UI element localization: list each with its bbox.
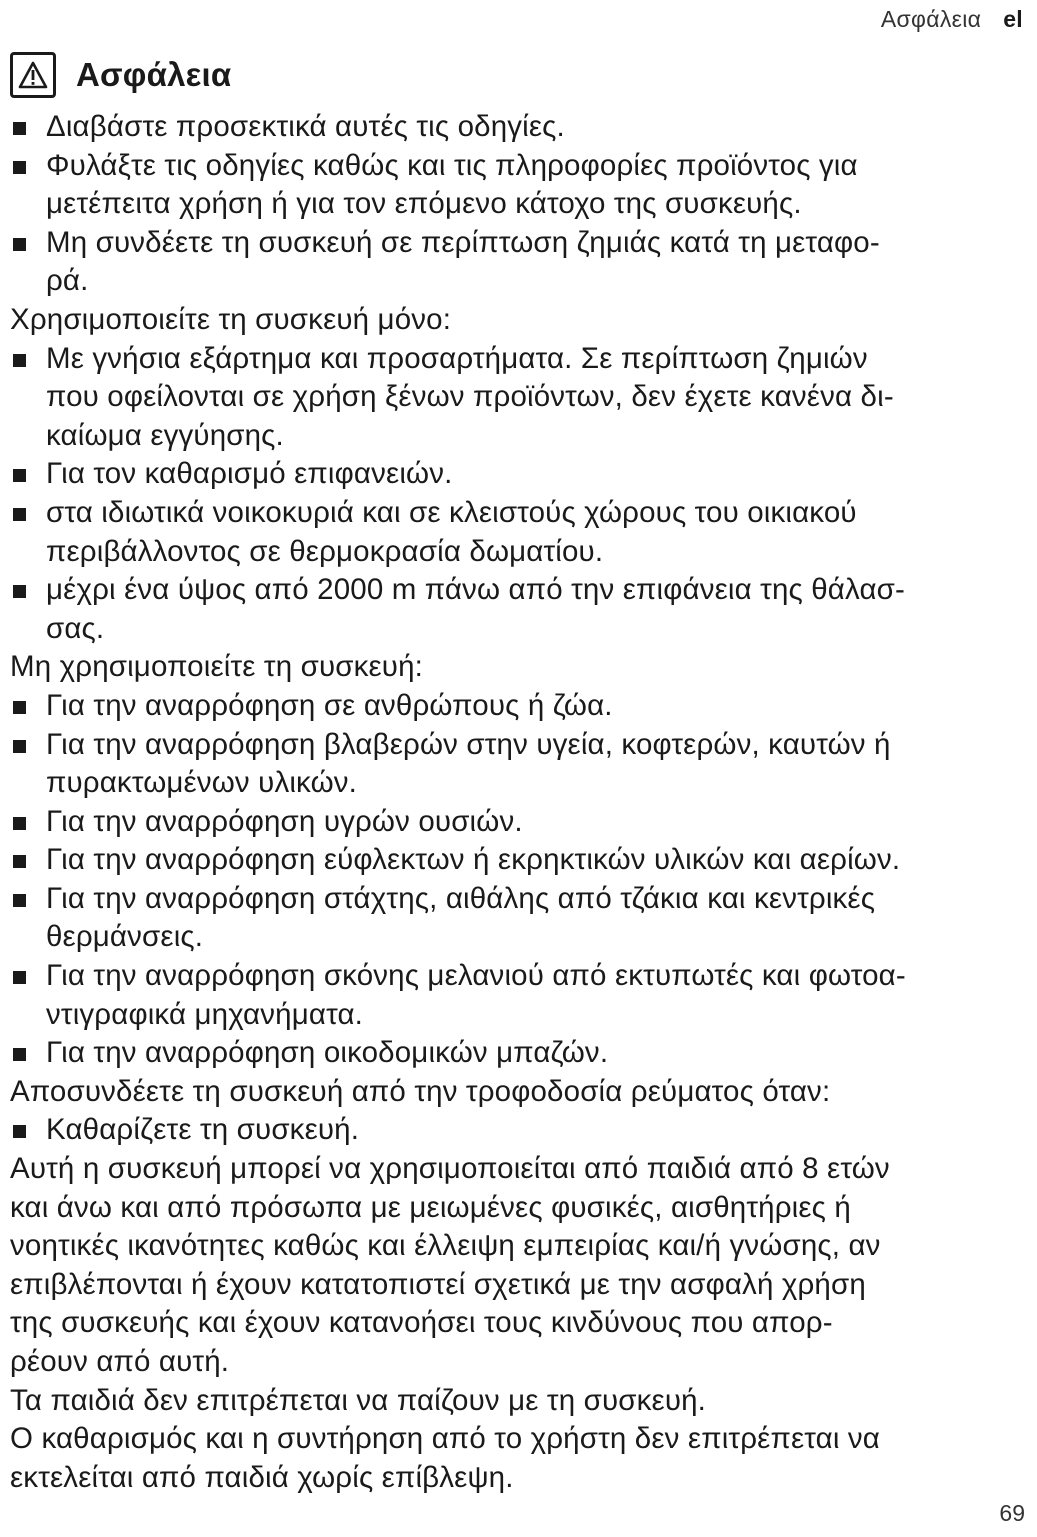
bullet-text: Για την αναρρόφηση στάχτης, αιθάλης από τζάκια και κεντρικές: [46, 881, 876, 915]
bullet-item: [10, 147, 1032, 186]
paragraph-line: Αυτή η συσκευή μπορεί να χρησιμοποιείται από παιδιά από 8 ετών: [10, 1152, 890, 1186]
bullet-text: Για την αναρρόφηση εύφλεκτων ή εκρηκτικών υλικών και αερίων.: [46, 843, 901, 877]
paragraph-line: και άνω και από πρόσωπα με μειωμένες φυσικές, αισθητήριες ή: [10, 1190, 851, 1224]
paragraph-line: νοητικές ικανότητες καθώς και έλλειψη εμπειρίας και/ή γνώσης, αν: [10, 1229, 881, 1263]
running-header: [881, 6, 1023, 33]
header-section-title: Ασφάλεια: [880, 6, 982, 32]
bullet-continuation: μετέπειτα χρήση ή για τον επόμενο κάτοχο της συσκευής.: [46, 187, 802, 221]
bullet-text: Για την αναρρόφηση οικοδομικών μπαζών.: [46, 1036, 609, 1070]
bullet-item: [10, 880, 1032, 919]
bullet-item: [10, 494, 1032, 533]
bullet-text: Με γνήσια εξάρτημα και προσαρτήματα. Σε περίπτωση ζημιών: [46, 341, 868, 375]
bullet-square-icon: [10, 957, 46, 996]
page-number: 69: [999, 1500, 1025, 1526]
bullet-item: [10, 455, 1032, 494]
bullet-continuation: που οφείλονται σε χρήση ξένων προϊόντων, δεν έχετε κανένα δι-: [46, 380, 894, 414]
bullet-square-icon: [10, 494, 46, 533]
bullet-square-icon: [10, 1034, 46, 1073]
bullet-text: Μη συνδέετε τη συσκευή σε περίπτωση ζημιάς κατά τη μεταφο-: [46, 225, 880, 259]
bullet-square-icon: [10, 571, 46, 610]
bullet-item: [10, 1034, 1032, 1073]
bullet-item: [10, 841, 1032, 880]
bullet-text: στα ιδιωτικά νοικοκυριά και σε κλειστούς χώρους του οικιακού: [46, 495, 857, 529]
header-language-code: el: [1003, 6, 1023, 32]
paragraph-line: της συσκευής και έχουν κατανοήσει τους κινδύνους που απορ-: [10, 1306, 833, 1340]
bullet-square-icon: [10, 224, 46, 263]
paragraph-line: Μη χρησιμοποιείτε τη συσκευή:: [10, 650, 423, 684]
section-heading: [10, 52, 231, 98]
bullet-item: [10, 340, 1032, 379]
bullet-square-icon: [10, 726, 46, 765]
paragraph-line: ρέουν από αυτή.: [10, 1345, 230, 1378]
bullet-square-icon: [10, 841, 46, 880]
bullet-item: [10, 1111, 1032, 1150]
bullet-item: [10, 957, 1032, 996]
bullet-square-icon: [10, 147, 46, 186]
warning-triangle-icon: [10, 52, 56, 98]
bullet-continuation: πυρακτωμένων υλικών.: [46, 766, 358, 800]
bullet-item: [10, 108, 1032, 147]
bullet-text: Για τον καθαρισμό επιφανειών.: [46, 457, 453, 491]
page-title: Ασφάλεια: [76, 56, 232, 93]
bullet-square-icon: [10, 108, 46, 147]
bullet-text: Καθαρίζετε τη συσκευή.: [46, 1113, 360, 1147]
bullet-text: Για την αναρρόφηση σε ανθρώπους ή ζώα.: [46, 688, 613, 722]
bullet-item: [10, 803, 1032, 842]
bullet-text: Διαβάστε προσεκτικά αυτές τις οδηγίες.: [46, 110, 565, 143]
bullet-square-icon: [10, 880, 46, 919]
bullet-item: [10, 571, 1032, 610]
bullet-continuation: ρά.: [46, 264, 89, 298]
paragraph-line: Χρησιμοποιείτε τη συσκευή μόνο:: [10, 302, 452, 336]
bullet-continuation: περιβάλλοντος σε θερμοκρασία δωματίου.: [46, 534, 604, 568]
bullet-square-icon: [10, 803, 46, 842]
bullet-item: [10, 224, 1032, 263]
paragraph-line: Αποσυνδέετε τη συσκευή από την τροφοδοσία ρεύματος όταν:: [10, 1074, 831, 1108]
safety-text-body: [10, 108, 1032, 1497]
paragraph-line: Τα παιδιά δεν επιτρέπεται να παίζουν με τη συσκευή.: [10, 1383, 707, 1417]
bullet-square-icon: [10, 687, 46, 726]
paragraph-line: εκτελείται από παιδιά χωρίς επίβλεψη.: [10, 1460, 514, 1494]
bullet-square-icon: [10, 340, 46, 379]
bullet-text: Για την αναρρόφηση βλαβερών στην υγεία, κοφτερών, καυτών ή: [46, 727, 891, 761]
bullet-continuation: σας.: [46, 611, 105, 645]
bullet-item: [10, 726, 1032, 765]
bullet-square-icon: [10, 1111, 46, 1150]
bullet-text: Για την αναρρόφηση υγρών ουσιών.: [46, 804, 523, 838]
bullet-continuation: ντιγραφικά μηχανήματα.: [46, 997, 364, 1031]
bullet-text: Φυλάξτε τις οδηγίες καθώς και τις πληροφορίες προϊόντος για: [46, 148, 858, 182]
bullet-continuation: θερμάνσεις.: [46, 920, 204, 954]
bullet-square-icon: [10, 455, 46, 494]
paragraph-line: επιβλέπονται ή έχουν κατατοπιστεί σχετικά με την ασφαλή χρήση: [10, 1267, 866, 1301]
bullet-continuation: καίωμα εγγύησης.: [46, 418, 284, 452]
paragraph-line: Ο καθαρισμός και η συντήρηση από το χρήστη δεν επιτρέπεται να: [10, 1422, 880, 1456]
bullet-item: [10, 687, 1032, 726]
bullet-text: μέχρι ένα ύψος από 2000 m πάνω από την επιφάνεια της θάλασ-: [46, 573, 906, 607]
bullet-text: Για την αναρρόφηση σκόνης μελανιού από εκτυπωτές και φωτοα-: [46, 959, 906, 993]
